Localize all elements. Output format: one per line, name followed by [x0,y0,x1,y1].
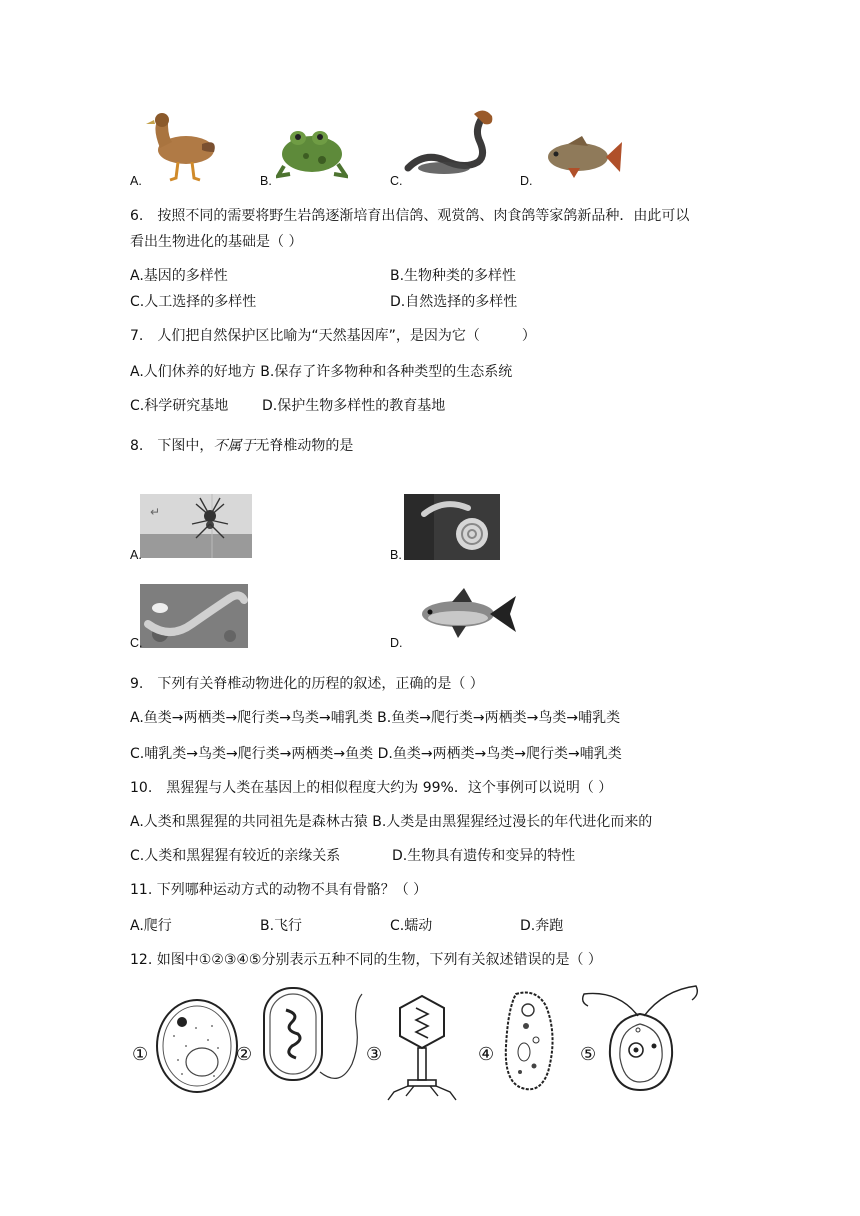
q11-option-d: D.奔跑 [520,918,564,934]
figure-number-4: ④ [478,1044,495,1065]
q9-options-cd: C.哺乳类→鸟类→爬行类→两栖类→鱼类 D.鱼类→两栖类→鸟类→爬行类→哺乳类 [130,746,622,762]
q8-stem [130,436,353,456]
q8-stem-prefix: 8. 下图中， [130,438,214,454]
snake-image [404,108,494,180]
alga-drawing [578,980,702,1096]
earthworm-image [140,584,248,648]
option-label-b: B. [260,174,272,188]
virus-drawing [382,992,462,1102]
q10-options-ab: A.人类和黑猩猩的共同祖先是森林古猿 B.人类是由黑猩猩经过漫长的年代进化而来的 [130,814,653,830]
svg-text:↵: ↵ [150,505,161,519]
figure-number-3: ③ [366,1044,383,1065]
q11-stem: 11. 下列哪种运动方式的动物不具有骨骼？（ ） [130,882,428,898]
q10-option-c: C.人类和黑猩猩有较近的亲缘关系 [130,848,341,864]
q8-label-b: B. [390,548,402,562]
q7-option-d: D.保护生物多样性的教育基地 [262,398,446,414]
q8-label-d: D. [390,636,403,650]
q6-stem-line1: 6. 按照不同的需要将野生岩鸽逐渐培育出信鸽、观赏鸽、肉食鸽等家鸽新品种．由此可以 [130,208,690,224]
q6-option-d: D.自然选择的多样性 [390,294,518,310]
frog-image [276,118,348,180]
q8-stem-suffix: 无脊椎动物的是 [255,438,354,454]
q6-option-b: B.生物种类的多样性 [390,268,517,284]
q12-stem: 12. 如图中①②③④⑤分别表示五种不同的生物，下列有关叙述错误的是（ ） [130,952,602,968]
duck-image [142,108,224,184]
q6-option-c: C.人工选择的多样性 [130,294,257,310]
q10-option-d: D.生物具有遗传和变异的特性 [392,848,576,864]
q8-label-c: C. [130,636,143,650]
q6-stem-line2: 看出生物进化的基础是（ ） [130,234,303,250]
option-label-d: D. [520,174,533,188]
option-label-a: A. [130,174,142,188]
q11-option-b: B.飞行 [260,918,303,934]
figure-number-1: ① [132,1044,149,1065]
q10-stem: 10. 黑猩猩与人类在基因上的相似程度大约为 99%．这个事例可以说明（ ） [130,780,613,796]
fish-image [538,134,622,180]
bacterium-drawing [256,984,368,1094]
q6-option-a: A.基因的多样性 [130,268,228,284]
q11-option-a: A.爬行 [130,918,172,934]
spider-image [140,494,252,558]
q7-options-ab: A.人们休养的好地方 B.保存了许多物种和各种类型的生态系统 [130,364,513,380]
q11-option-c: C.蠕动 [390,918,433,934]
q9-options-ab: A.鱼类→两栖类→爬行类→鸟类→哺乳类 B.鱼类→爬行类→两栖类→鸟类→哺乳类 [130,710,621,726]
snail-image [404,494,500,560]
q8-stem-emphasis: 不属于 [213,438,256,454]
q8-label-a: A. [130,548,142,562]
round-cell-drawing [152,996,242,1096]
q7-option-c: C.科学研究基地 [130,398,229,414]
q7-stem: 7. 人们把自然保护区比喻为“天然基因库”，是因为它（ ） [130,328,536,344]
figure-number-2: ② [236,1044,253,1065]
figure-number-5: ⑤ [580,1044,597,1065]
q9-stem: 9. 下列有关脊椎动物进化的历程的叙述，正确的是（ ） [130,676,484,692]
protozoan-drawing [496,986,562,1098]
carp-fish-image [412,586,518,640]
option-label-c: C. [390,174,403,188]
